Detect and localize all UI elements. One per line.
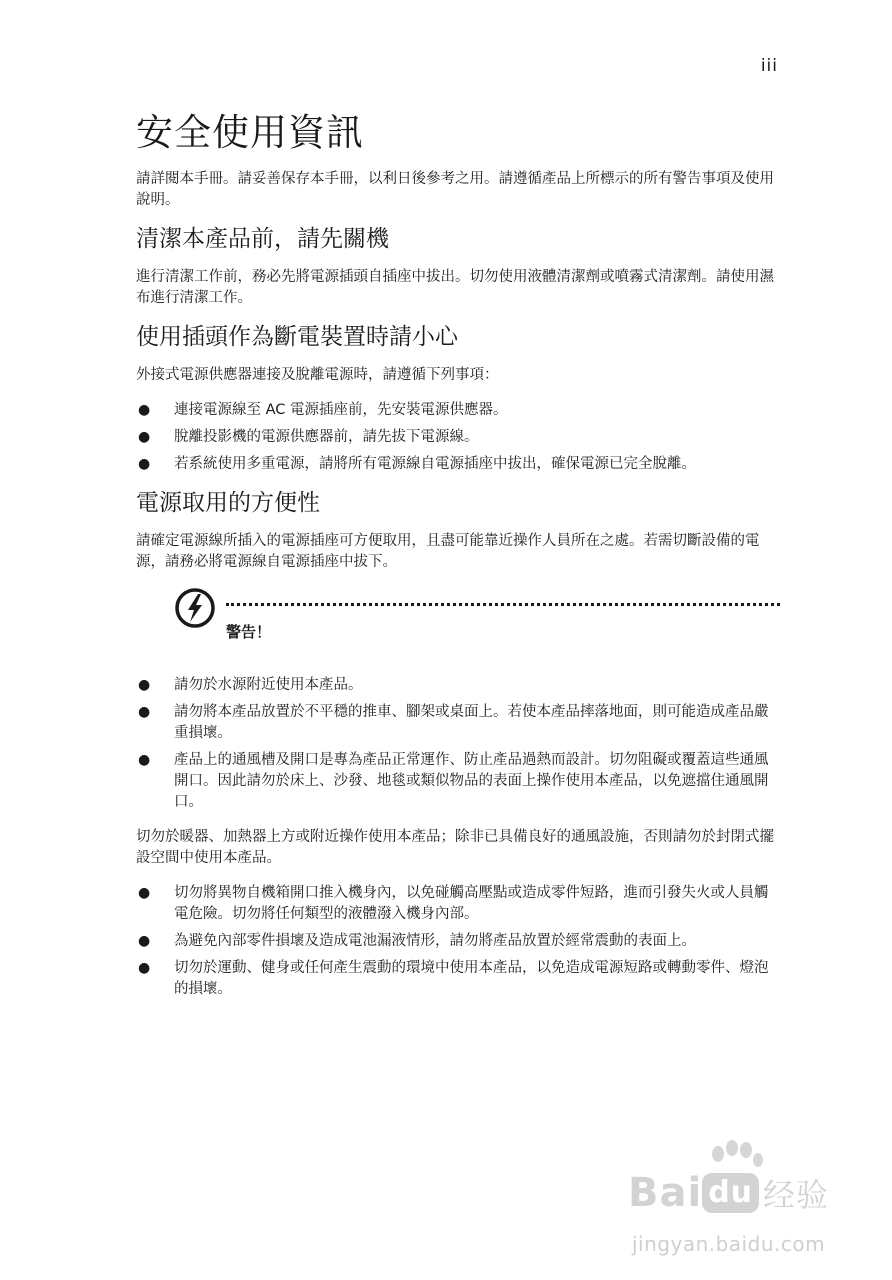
bullet-icon: ● [138,456,151,473]
list-item: ● 切勿將異物自機箱開口推入機身內，以免碰觸高壓點或造成零件短路，進而引發失火或人員觸電危險。切勿將任何類型的液體潑入機身內部。 [138,884,769,922]
page-title: 安全使用資訊 [136,111,364,154]
bullet-icon: ● [138,676,151,693]
list-item: ● 產品上的通風槽及開口是專為產品正常運作、防止產品過熱而設計。切勿阻礙或覆蓋這些通風開口。因此請勿於床上、沙發、地毯或類似物品的表面上操作使用本產品，以免遮擋住通風開口。 [138,751,769,810]
section-body: 請確定電源線所插入的電源插座可方便取用，且盡可能靠近操作人員所在之處。若需切斷設備的電源，請務必將電源線自電源插座中拔下。 [136,532,760,570]
baidu-watermark [628,1140,868,1270]
warning-box [136,587,776,675]
list-item: ● 請勿於水源附近使用本產品。 [136,675,776,696]
section-plug-disconnect [136,323,776,475]
section-body: 外接式電源供應器連接及脫離電源時，請遵循下列事項： [136,367,499,384]
list-item: ● 為避免內部零件損壞及造成電池漏液情形，請勿將產品放置於經常震動的表面上。 [136,931,776,952]
warning-list [136,675,776,813]
section-power-access [136,489,776,573]
list-item: ● 若系統使用多重電源，請將所有電源線自電源插座中拔出，確保電源已完全脫離。 [136,454,776,475]
bullet-icon: ● [138,932,151,949]
bullet-icon: ● [138,884,151,901]
bullet-list [136,400,776,475]
warning-label: 警告！ [226,622,272,641]
section-heading: 使用插頭作為斷電裝置時請小心 [136,324,458,351]
watermark-url: jingyan.baidu.com [632,1232,826,1256]
bullet-icon: ● [138,959,151,976]
list-item: ● 請勿將本產品放置於不平穩的推車、腳架或桌面上。若使本產品摔落地面，則可能造成產品嚴重損壞。 [138,703,769,741]
list-item: ● 連接電源線至 AC 電源插座前，先安裝電源供應器。 [136,400,776,421]
bullet-icon: ● [138,703,151,720]
section-heading: 電源取用的方便性 [136,490,320,517]
section-body: 進行清潔工作前，務必先將電源插頭自插座中拔出。切勿使用液體清潔劑或噴霧式清潔劑。請使用濕布進行清潔工作。 [136,269,774,307]
list-item: ● 切勿於運動、健身或任何產生震動的環境中使用本產品，以免造成電源短路或轉動零件、燈泡的損壞。 [138,959,769,997]
section-cleaning [136,225,776,309]
bullet-icon: ● [138,751,151,768]
bullet-icon: ● [138,402,151,419]
warning-list-2 [136,883,776,1000]
warning-divider [226,603,780,606]
bullet-icon: ● [138,429,151,446]
intro-paragraph: 請詳閱本手冊。請妥善保存本手冊，以利日後參考之用。請遵循產品上所標示的所有警告事項及使用說明。 [136,171,774,209]
watermark-brand: Bai du 经验 [628,1170,830,1216]
page-number: iii [760,56,778,76]
section-heading: 清潔本產品前，請先關機 [136,226,389,253]
warning-paragraph: 切勿於暖器、加熱器上方或附近操作使用本產品；除非已具備良好的通風設施，否則請勿於封閉式擺設空間中使用本產品。 [136,828,774,866]
document-body [136,110,776,1014]
list-item: ● 脫離投影機的電源供應器前，請先拔下電源線。 [136,427,776,448]
lightning-warning-icon [174,587,216,629]
